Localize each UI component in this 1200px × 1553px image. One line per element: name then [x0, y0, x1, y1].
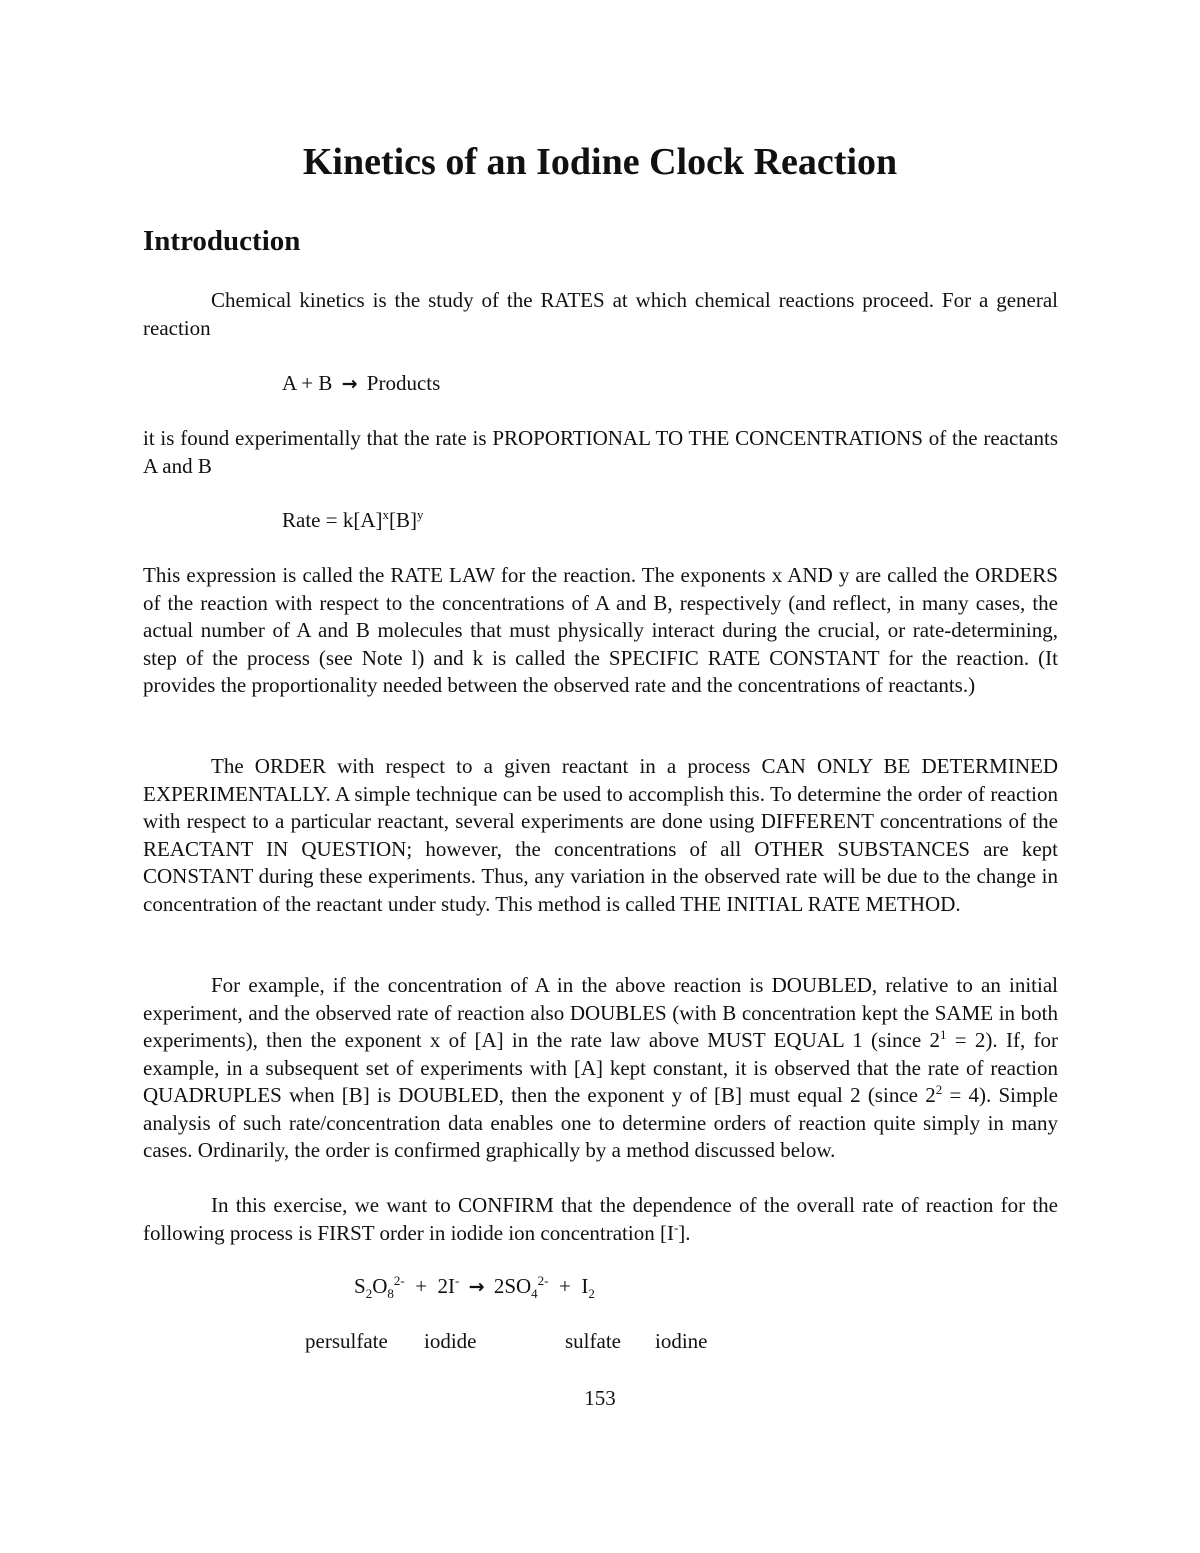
rate-law-lhs: Rate = k[A]	[282, 508, 383, 532]
paragraph-proportional: it is found experimentally that the rate is PROPORTIONAL TO THE CONCENTRATIONS of the reactants A and B	[143, 426, 1058, 478]
subscript: 2	[588, 1286, 595, 1302]
exponent-x: x	[382, 507, 389, 522]
paragraph-rate-law: This expression is called the RATE LAW for the reaction. The exponents x AND y are called the ORDERS of the reaction with respect to the concentrations of A and B, respectively (and reflect, in many cases, the actual number of A and B molecules that must physically interact during the crucial, or rate-determining, step of the process (see Note l) and k is called the SPECIFIC RATE CONSTANT for the reaction. (It provides the proportionality needed between the observed rate and the concentrations of reactants.)	[143, 563, 1058, 697]
subscript: 8	[387, 1286, 394, 1302]
label-iodine: iodine	[655, 1329, 708, 1353]
example-text-part1: For example, if the concentration of A in the above reaction is DOUBLED, relative to an initial experiment, and the observed rate of reaction also DOUBLES (with B concentration kept the SAME in both experiments), then the exponent x of [A] in the rate law above MUST EQUAL 1 (since 2	[143, 973, 1058, 1052]
example-text-part2: = 2). If, for example, in a subsequent set of experiments with [A] kept constant, it is observed that the rate of reaction QUADRUPLES when [B] is DOUBLED, then the exponent y of [B] must equal 2 (since 2	[143, 1028, 1058, 1107]
plus-sign: +	[559, 1274, 571, 1298]
label-persulfate: persulfate	[305, 1329, 388, 1353]
page-number: 153	[584, 1386, 616, 1410]
exponent-y: y	[416, 507, 424, 522]
general-reaction-equation	[282, 370, 440, 399]
charge: -	[455, 1273, 460, 1288]
paragraph-example	[143, 972, 1058, 1165]
superscript-2: 2	[935, 1082, 943, 1097]
superscript-1: 1	[939, 1027, 947, 1042]
persulfate-reaction-equation	[354, 1273, 595, 1302]
paragraph-exercise	[143, 1192, 1058, 1247]
label-iodide: iodide	[424, 1329, 477, 1353]
example-text-part3: = 4). Simple analysis of such rate/concentration data enables one to determine orders of reaction quite simply in many cases. Ordinarily, the order is confirmed graphically by a method discussed below.	[143, 1083, 1059, 1162]
sulfur-symbol: S	[354, 1274, 366, 1298]
document-title: Kinetics of an Iodine Clock Reaction	[302, 141, 898, 183]
arrow-icon: →	[341, 373, 358, 395]
sulfate-term: 2SO	[493, 1274, 532, 1298]
iodine-term: I	[581, 1274, 589, 1298]
exercise-text-part2: ].	[678, 1220, 691, 1245]
paragraph-intro: Chemical kinetics is the study of the RATES at which chemical reactions proceed. For a general reaction	[143, 288, 1058, 340]
section-heading: Introduction	[143, 225, 301, 257]
charge: 2-	[393, 1273, 405, 1288]
paragraph-order: The ORDER with respect to a given reactant in a process CAN ONLY BE DETERMINED EXPERIMENTALLY. A simple technique can be used to accomplish this. To determine the order of reaction with respect to a particular reactant, several experiments are done using DIFFERENT concentrations of the REACTANT IN QUESTION; however, the concentrations of all OTHER SUBSTANCES are kept CONSTANT during these experiments. Thus, any variation in the observed rate will be due to the change in concentration of the reactant under study. This method is called THE INITIAL RATE METHOD.	[143, 754, 1058, 916]
equation-lhs: A + B	[282, 371, 333, 395]
iodide-term: 2I	[437, 1274, 456, 1298]
charge: 2-	[537, 1273, 549, 1288]
iodide-charge: -	[673, 1219, 679, 1235]
oxygen-symbol: O	[372, 1274, 388, 1298]
arrow-icon: →	[468, 1276, 485, 1298]
plus-sign: +	[415, 1274, 428, 1298]
exercise-text-part1: In this exercise, we want to CONFIRM that the dependence of the overall rate of reaction for the following process is FIRST order in iodide ion concentration [I	[143, 1193, 1058, 1245]
subscript: 2	[365, 1286, 373, 1302]
equation-rhs: Products	[366, 371, 441, 395]
subscript: 4	[531, 1286, 538, 1302]
label-sulfate: sulfate	[565, 1329, 621, 1353]
rate-law-equation	[282, 507, 423, 535]
rate-law-b: [B]	[388, 508, 417, 532]
